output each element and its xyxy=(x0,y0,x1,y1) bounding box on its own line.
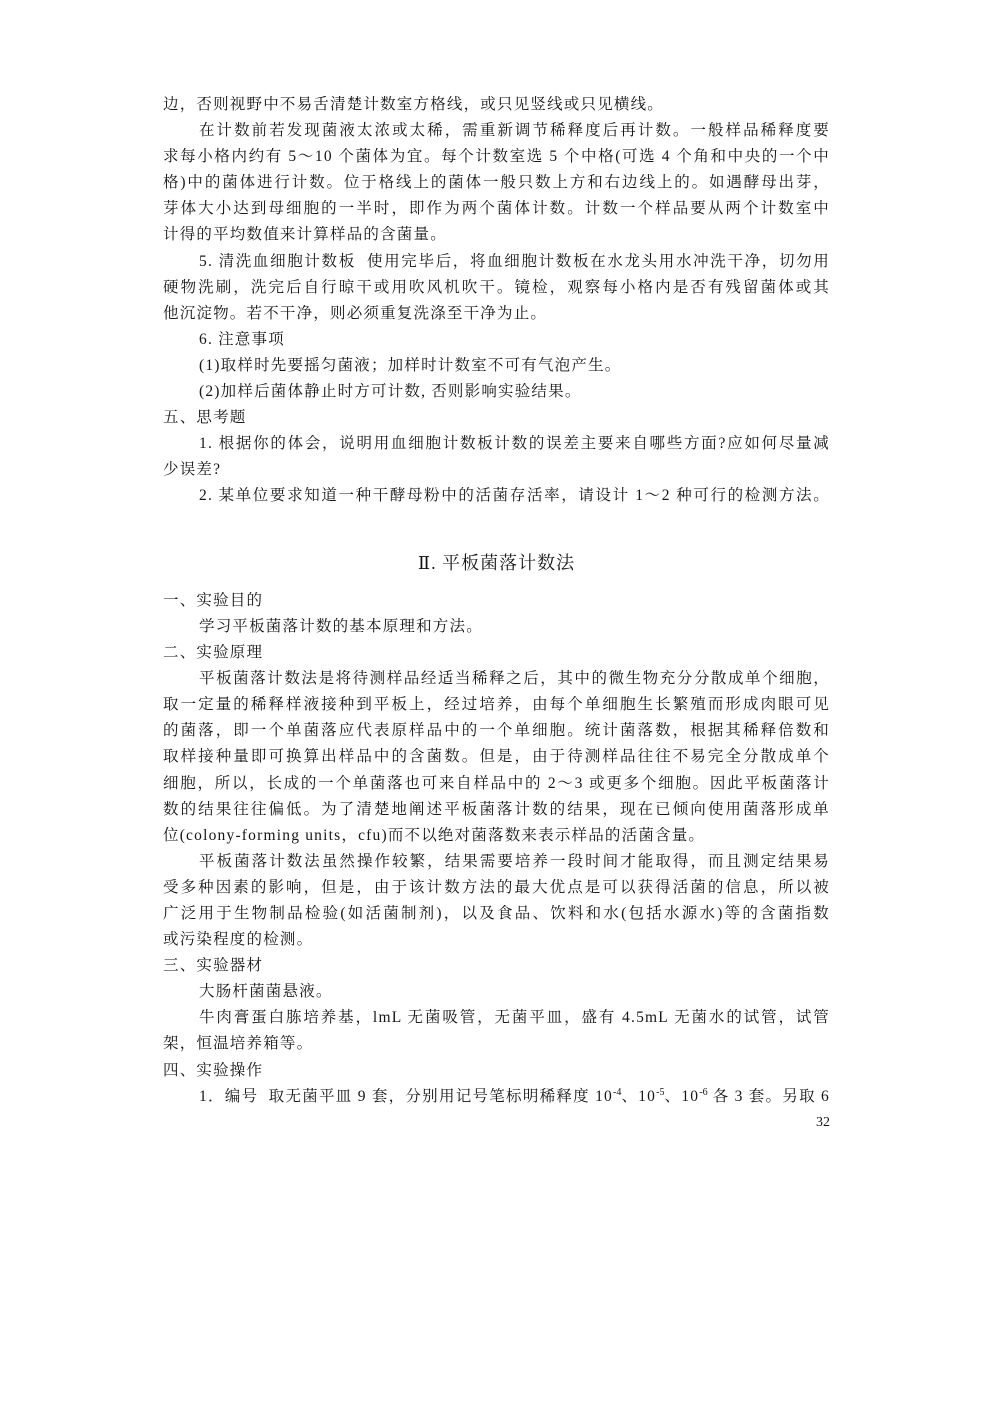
text-line: 1. 根据你的体会，说明用血细胞计数板计数的误差主要来自哪些方面?应如何尽量减 xyxy=(199,435,830,453)
text-line: 学习平板菌落计数的基本原理和方法。 xyxy=(199,617,483,635)
procedure-step-line xyxy=(163,1084,830,1110)
text-line: 牛肉膏蛋白胨培养基，lmL 无菌吸管，无菌平皿，盛有 4.5mL 无菌水的试管，试管 xyxy=(199,1009,830,1027)
text-line: 计得的平均数值来计算样品的含菌量。 xyxy=(163,226,447,244)
question-item xyxy=(163,483,830,509)
text-line: 在计数前若发现菌液太浓或太稀，需重新调节稀释度后再计数。一般样品稀释度要 xyxy=(199,122,830,140)
text-line: 取一定量的稀释样液接种到平板上，经过培养，由每个单细胞生长繁殖而形成肉眼可见 xyxy=(163,696,830,714)
paragraph-dilution xyxy=(163,118,830,248)
text-column xyxy=(163,92,830,1136)
paragraph-principle-1 xyxy=(163,666,830,849)
exponent: -6 xyxy=(699,1086,708,1098)
note-item: (2)加样后菌体静止时方可计数, 否则影响实验结果。 xyxy=(199,383,582,401)
text-line: 平板菌落计数法是将待测样品经适当稀释之后，其中的微生物充分分散成单个细胞， xyxy=(199,670,830,688)
paragraph-principle-2 xyxy=(163,849,830,953)
text-line: 平板菌落计数法虽然操作较繁，结果需要培养一段时间才能取得，而且测定结果易 xyxy=(199,852,830,870)
notes-heading: 6. 注意事项 xyxy=(199,330,285,348)
note-item: (1)取样时先要摇匀菌液；加样时计数室不可有气泡产生。 xyxy=(199,356,622,374)
text-line: 边，否则视野中不易舌清楚计数室方格线，或只见竖线或只见横线。 xyxy=(163,96,665,113)
text-line: 硬物洗刷，洗完后自行晾干或用吹风机吹干。镜检，观察每小格内是否有残留菌体或其 xyxy=(163,278,830,296)
text-line: 或污染程度的检测。 xyxy=(163,931,314,949)
exponent: -5 xyxy=(656,1086,665,1098)
text-line: 求每小格内约有 5～10 个菌体为宜。每个计数室选 5 个中格(可选 4 个角和中央的一个中 xyxy=(163,148,830,166)
section-heading: 四、实验操作 xyxy=(163,1061,264,1079)
text-line: 取样接种量即可换算出样品中的含菌数。但是，由于待测样品往往不易完全分散成单个 xyxy=(163,748,830,766)
text-line: 的菌落，即一个单菌落应代表原样品中的一个单细胞。统计菌落数，根据其稀释倍数和 xyxy=(163,722,830,740)
text-line: 格)中的菌体进行计数。位于格线上的菌体一般只数上方和右边线上的。如遇酵母出芽， xyxy=(163,174,830,192)
question-item xyxy=(163,431,830,483)
text-segment: 各 3 套。另取 6 xyxy=(707,1087,830,1105)
exponent: -4 xyxy=(613,1086,622,1098)
text-segment: 、10 xyxy=(621,1087,657,1105)
text-segment: 、10 xyxy=(664,1087,700,1105)
section-title: Ⅱ. 平板菌落计数法 xyxy=(417,553,576,573)
paragraph-materials xyxy=(163,1005,830,1057)
text-line: 大肠杆菌菌悬液。 xyxy=(199,983,333,1001)
text-line: 数的结果往往偏低。为了清楚地阐述平板菌落计数的结果，现在已倾向使用菌落形成单 xyxy=(163,800,830,818)
page-number: 32 xyxy=(816,1114,830,1130)
text-line: 他沉淀物。若不干净，则必须重复洗涤至干净为止。 xyxy=(163,304,548,322)
text-line: 细胞，所以，长成的一个单菌落也可来自样品中的 2～3 或更多个细胞。因此平板菌落计 xyxy=(163,774,830,792)
text-line: 架，恒温培养箱等。 xyxy=(163,1035,314,1053)
text-line: 2. 某单位要求知道一种干酵母粉中的活菌存活率，请设计 1～2 种可行的检测方法。 xyxy=(199,487,830,505)
section-heading: 一、实验目的 xyxy=(163,591,264,609)
paragraph-continued xyxy=(163,92,830,118)
text-line: 广泛用于生物制品检验(如活菌制剂)，以及食品、饮料和水(包括水源水)等的含菌指数 xyxy=(163,905,830,923)
text-line: 受多种因素的影响，但是，由于该计数方法的最大优点是可以获得活菌的信息，所以被 xyxy=(163,878,830,896)
section-heading: 三、实验器材 xyxy=(163,957,264,975)
text-line: 位(colony-forming units，cfu)而不以绝对菌落数来表示样品的活菌含量。 xyxy=(163,826,706,844)
text-line: 5. 清洗血细胞计数板 使用完毕后，将血细胞计数板在水龙头用水冲洗干净，切勿用 xyxy=(199,252,830,270)
section-heading: 五、思考题 xyxy=(163,409,247,427)
section-heading: 二、实验原理 xyxy=(163,644,264,662)
text-line: 芽体大小达到母细胞的一半时，即作为两个菌体计数。计数一个样品要从两个计数室中 xyxy=(163,200,830,218)
paragraph-step5-cleaning xyxy=(163,249,830,327)
text-line: 少误差? xyxy=(163,461,222,479)
text-segment: 1．编号 取无菌平皿 9 套，分别用记号笔标明稀释度 10 xyxy=(199,1087,614,1105)
